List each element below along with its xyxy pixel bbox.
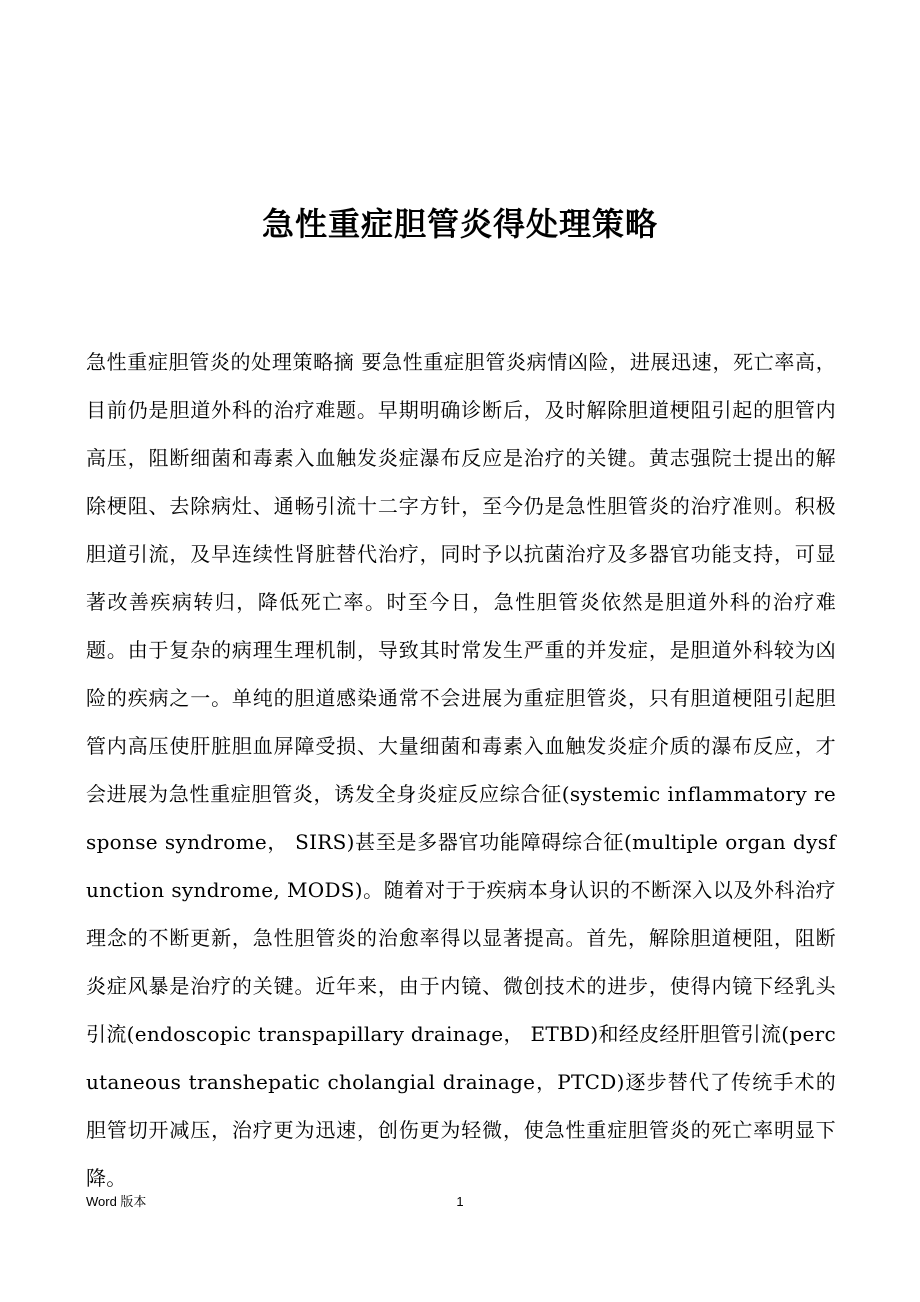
footer-label: Word 版本 [86,1194,147,1209]
page-number: 1 [456,1194,464,1209]
document-title: 急性重症胆管炎得处理策略 [261,205,658,243]
body-paragraph: 急性重症胆管炎的处理策略摘 要急性重症胆管炎病情凶险，进展迅速，死亡率高，目前仍是胆道外科的治疗难题。早期明确诊断后，及时解除胆道梗阻引起的胆管内高压，阻断细菌和毒素入血触发炎症瀑布反应是治疗的关键。黄志强院士提出的解除梗阻、去除病灶、通畅引流十二字方针，至今仍是急性胆管炎的治疗准则。积极胆道引流，及早连续性肾脏替代治疗，同时予以抗菌治疗及多器官功能支持，可显著改善疾病转归，降低死亡率。时至今日，急性胆管炎依然是胆道外科的治疗难题。由于复杂的病理生理机制，导致其时常发生严重的并发症，是胆道外科较为凶险的疾病之一。单纯的胆道感染通常不会进展为重症胆管炎，只有胆道梗阻引起胆管内高压使肝脏胆血屏障受损、大量细菌和毒素入血触发炎症介质的瀑布反应，才会进展为急性重症胆管炎，诱发全身炎症反应综合征(systemic inflammatory response syndrome， SIRS)甚至是多器官功能障碍综合征(multiple organ dysfunction syndrome, MODS)。随着对于于疾病本身认识的不断深入以及外科治疗理念的不断更新，急性胆管炎的治愈率得以显著提高。首先，解除胆道梗阻，阻断炎症风暴是治疗的关键。近年来，由于内镜、微创技术的进步，使得内镜下经乳头引流(endoscopic transpapillary drainage， ETBD)和经皮经肝胆管引流(percutaneous transhepatic cholangial drainage，PTCD)逐步替代了传统手术的胆管切开减压，治疗更为迅速，创伤更为轻微，使急性重症胆管炎的死亡率明显下降。 [86,350,836,1190]
